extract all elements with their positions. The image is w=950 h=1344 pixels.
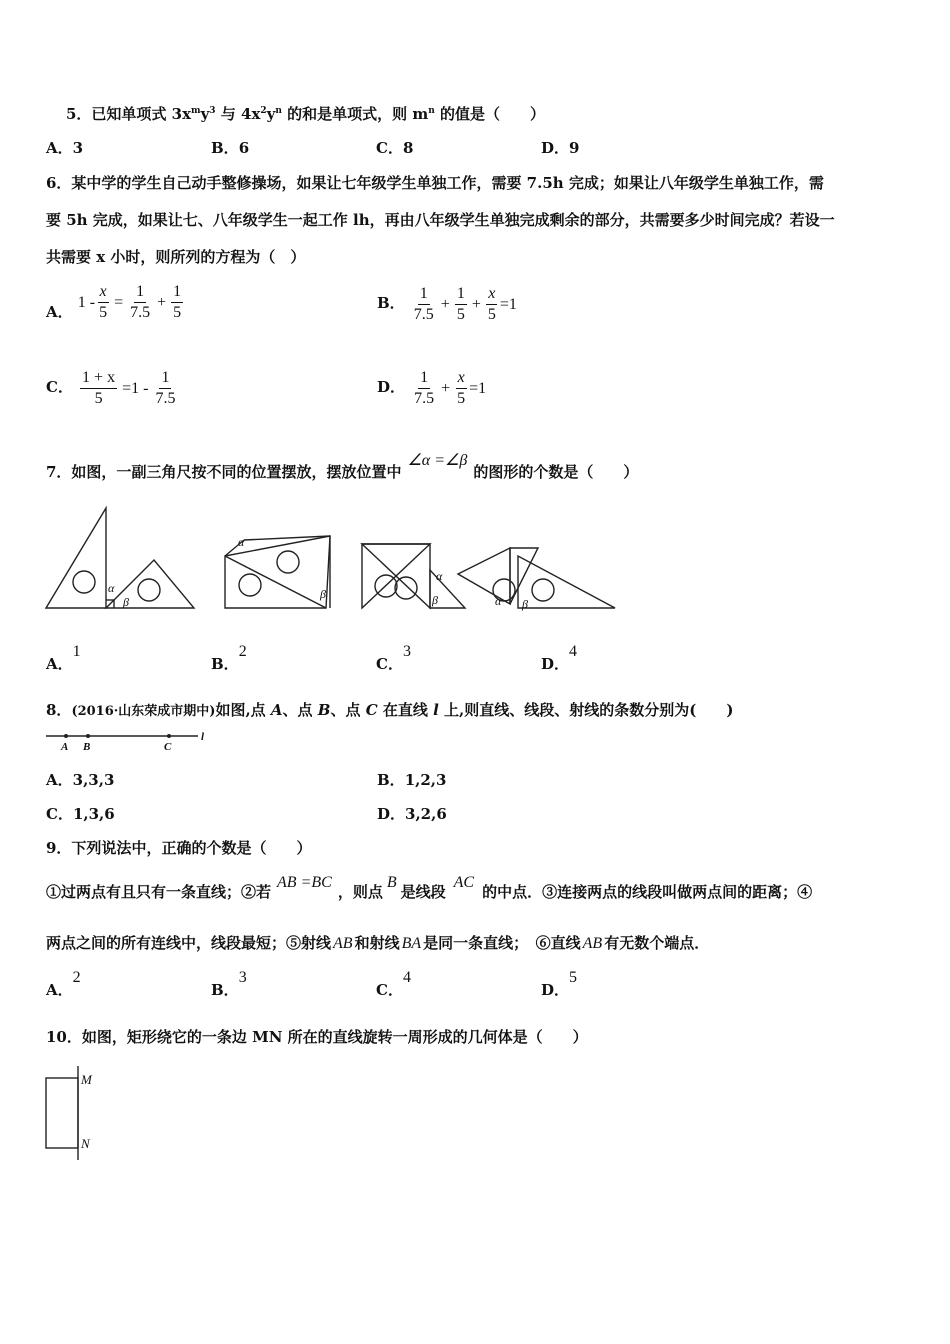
q7-figures <box>40 500 620 620</box>
q6-line1: 6．某中学的学生自己动手整修操场，如果让七年级学生单独工作，需要 7.5h 完成；如果让八年级学生单独工作，需 <box>46 174 824 192</box>
q8-option-b[interactable]: B．1,2,3 <box>377 771 447 789</box>
fig1-tall-triangle <box>46 508 106 608</box>
point-n-label: N <box>81 1136 90 1151</box>
fig1-beta: β <box>123 595 129 609</box>
fig3-alpha: α <box>436 569 443 583</box>
q9-statement-line2: 两点之间的所有连线中，线段最短；⑤射线 AB 和射线 BA 是同一条直线； ⑥直线 AB 有无数个端点． <box>46 934 710 952</box>
q8-option-c[interactable]: C．1,3,6 <box>46 805 115 823</box>
q9-statement-line1: ①过两点有且只有一条直线；②若AB =BC，则点B是线段AC的中点．③连接两点的线段叫做两点间的距离；④ <box>46 874 813 901</box>
line-l-label: l <box>201 731 205 743</box>
q6-option-c[interactable]: C． $\frac{1 + x}{5}$ =1 - $\frac{1}{7.5}$ <box>46 369 176 407</box>
q5-option-b[interactable]: B．6 <box>211 139 250 157</box>
fig4-triangle-c <box>518 556 615 608</box>
fig2-beta: β <box>320 587 326 601</box>
q10-rectangle-figure <box>44 1064 114 1164</box>
point-b-label: B <box>83 741 91 753</box>
q5-option-a[interactable]: A．3 <box>46 139 84 157</box>
q8-option-a[interactable]: A．3,3,3 <box>46 771 115 789</box>
q6-line2: 要 5h 完成，如果让七、八年级学生一起工作 lh，再由八年级学生单独完成剩余的部分，共需要多少时间完成？若设一 <box>46 211 835 229</box>
q9-title: 9．下列说法中，正确的个数是（ ） <box>46 839 312 857</box>
q9-option-a[interactable]: A．2 <box>46 969 81 999</box>
fig4-beta: β <box>522 597 528 611</box>
q6-line3: 共需要 x 小时，则所列的方程为（ ） <box>46 248 306 266</box>
q8-option-d[interactable]: D．3,2,6 <box>377 805 447 823</box>
q9-option-d[interactable]: D．5 <box>541 969 578 999</box>
q7-option-d[interactable]: D．4 <box>541 643 578 673</box>
fig2-alpha: α <box>238 535 245 549</box>
point-c-label: C <box>164 741 172 753</box>
q7-stem: 7．如图，一副三角尺按不同的位置摆放，摆放位置中∠α =∠β的图形的个数是（ ） <box>46 452 639 481</box>
q9-option-b[interactable]: B．3 <box>211 969 247 999</box>
fig4-alpha: α <box>495 594 502 608</box>
q7-option-b[interactable]: B．2 <box>211 643 247 673</box>
q6-option-b[interactable]: B． $\frac{1}{7.5}$ + $\frac{1}{5}$ + $\frac{x}{5}$ =1 <box>377 285 517 323</box>
q7-option-c[interactable]: C．3 <box>376 643 411 673</box>
q10-stem: 10．如图，矩形绕它的一条边 MN 所在的直线旋转一周形成的几何体是（ ） <box>46 1028 588 1046</box>
point-a-label: A <box>61 741 69 753</box>
fig1-alpha: α <box>108 581 115 595</box>
q6-option-a[interactable]: A． 1 - $\frac{x}{5}$ = $\frac{1}{7.5}$ + $\frac{1}{5}$ <box>46 283 182 321</box>
q5-option-c[interactable]: C．8 <box>376 139 414 157</box>
rectangle <box>46 1078 78 1148</box>
q5-stem: 5．已知单项式 $3x^my^3$ 与 $4x^2y^n$ 的和是单项式，则 $m^n$ 的值是（ ） <box>66 105 546 123</box>
q8-stem: 8．(2016·山东荣成市期中)如图,点 A、点 B、点 C 在直线 l 上,则直线、线段、射线的条数分别为( ) <box>46 701 734 719</box>
q8-line-figure <box>44 728 214 754</box>
fig4-triangle-a <box>458 548 510 604</box>
q9-option-c[interactable]: C．4 <box>376 969 411 999</box>
fig3-beta: β <box>432 593 438 607</box>
point-m-label: M <box>81 1072 92 1087</box>
q7-option-a[interactable]: A．1 <box>46 643 81 673</box>
q5-option-d[interactable]: D．9 <box>541 139 580 157</box>
q6-option-d[interactable]: D． $\frac{1}{7.5}$ + $\frac{x}{5}$ =1 <box>377 369 487 407</box>
